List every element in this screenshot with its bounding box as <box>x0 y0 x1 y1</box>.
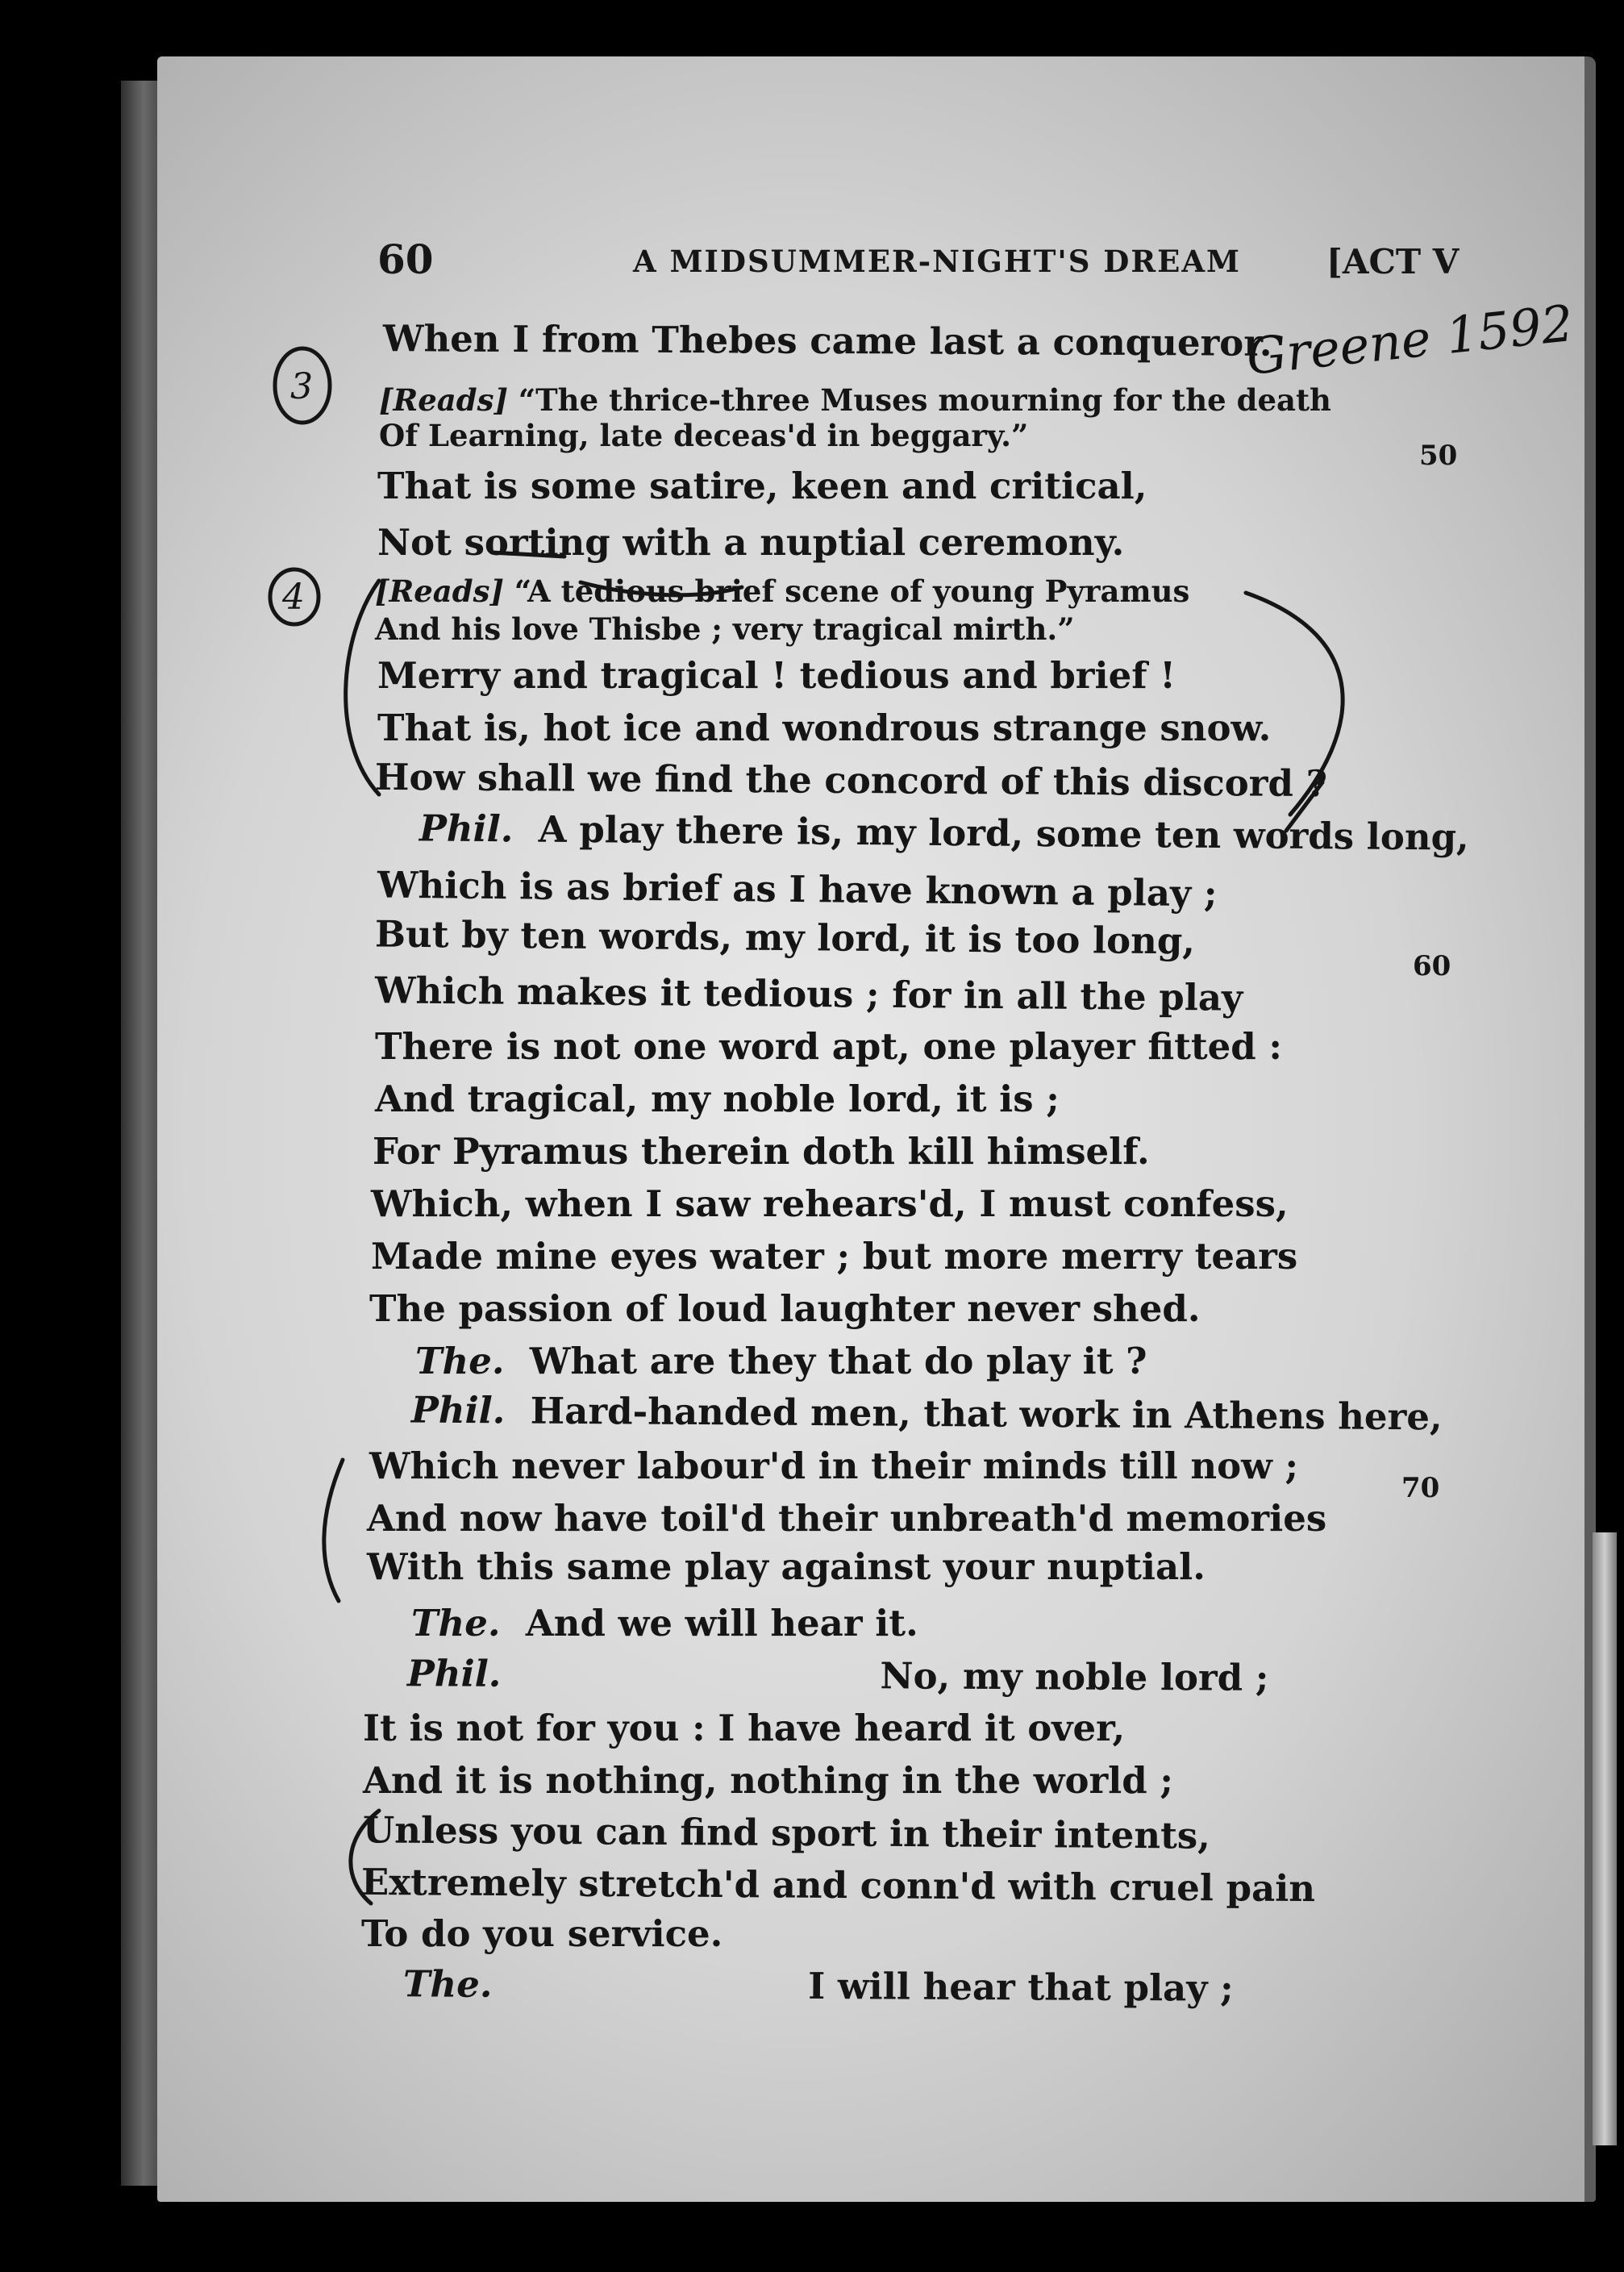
act-label: [ACT V <box>1326 242 1460 281</box>
line-text: Merry and tragical ! tedious and brief ! <box>377 654 1176 697</box>
verse-line <box>371 1182 1289 1225</box>
speaker-label: Phil. <box>410 1388 506 1432</box>
running-title: A MIDSUMMER-NIGHT'S DREAM <box>633 244 1241 279</box>
verse-line <box>375 611 1075 647</box>
line-text: Which, when I saw rehears'd, I must confess, <box>371 1182 1289 1225</box>
verse-line <box>402 1962 1234 2010</box>
line-text: With this same play against your nuptial. <box>367 1545 1206 1588</box>
handwritten-note: Greene 1592 <box>1243 293 1576 387</box>
line-text: “The thrice-three Muses mourning for the death <box>507 382 1331 418</box>
verse-line <box>375 573 1190 609</box>
line-text: When I from Thebes came last a conqueror. <box>382 317 1272 365</box>
circle-3-text: 3 <box>290 366 313 407</box>
verse-line <box>362 1808 1211 1857</box>
speaker-label: [Reads] <box>379 382 508 418</box>
verse-line <box>374 912 1196 963</box>
verse-line <box>418 807 1469 859</box>
line-text: And it is nothing, nothing in the world ; <box>363 1759 1174 1802</box>
verse-line <box>415 1340 1147 1382</box>
speaker-label: Phil. <box>418 807 514 851</box>
line-text: And now have toil'd their unbreath'd memories <box>367 1497 1327 1540</box>
verse-line <box>377 654 1176 697</box>
line-text: It is not for you : I have heard it over, <box>363 1707 1126 1749</box>
verse-line <box>410 1388 1443 1439</box>
line-text: A play there is, my lord, some ten words long, <box>513 807 1469 859</box>
speaker-label: The. <box>415 1340 505 1382</box>
verse-line <box>367 1545 1206 1588</box>
verse-line <box>377 707 1272 749</box>
verse-line <box>369 1287 1201 1330</box>
line-text: What are they that do play it ? <box>504 1340 1147 1382</box>
line-text: Which makes it tedious ; for in all the play <box>374 969 1243 1019</box>
verse-line <box>374 755 1328 806</box>
line-text: No, my noble lord ; <box>501 1652 1269 1699</box>
verse-line <box>377 863 1218 915</box>
line-text: Not sorting with a nuptial ceremony. <box>377 521 1125 564</box>
left-bracket-1 <box>346 581 379 794</box>
line-text: For Pyramus therein doth kill himself. <box>373 1130 1150 1173</box>
verse-line <box>382 317 1272 365</box>
line-text: Which never labour'd in their minds till now ; <box>369 1444 1299 1487</box>
verse-line <box>375 1078 1060 1120</box>
line-number: 70 <box>1401 1472 1440 1504</box>
line-text: And we will hear it. <box>500 1602 918 1645</box>
line-number: 60 <box>1413 950 1451 982</box>
line-text: Extremely stretch'd and conn'd with cruel pain <box>360 1860 1316 1911</box>
verse-line <box>360 1860 1316 1911</box>
left-bracket-2 <box>324 1460 343 1601</box>
speaker-label: Phil. <box>406 1652 502 1695</box>
verse-line <box>373 1130 1150 1173</box>
verse-line <box>375 1025 1283 1068</box>
verse-line <box>377 465 1147 507</box>
verse-line <box>406 1652 1269 1699</box>
verse-line <box>361 1912 723 1955</box>
line-text: That is, hot ice and wondrous strange snow. <box>377 707 1272 749</box>
line-text: “A tedious brief scene of young Pyramus <box>503 573 1190 609</box>
line-text: Unless you can find sport in their intents, <box>362 1808 1211 1857</box>
line-text: To do you service. <box>361 1912 723 1955</box>
verse-line <box>363 1759 1174 1802</box>
speaker-label: The. <box>402 1962 493 2006</box>
page-number: 60 <box>377 236 434 283</box>
verse-line <box>379 382 1331 418</box>
line-text: There is not one word apt, one player fitted : <box>375 1025 1283 1068</box>
line-text: Hard-handed men, that work in Athens here, <box>505 1389 1443 1439</box>
line-text: I will hear that play ; <box>492 1962 1234 2010</box>
line-text: Of Learning, late deceas'd in beggary.” <box>379 418 1029 453</box>
line-text: And his love Thisbe ; very tragical mirth.” <box>375 611 1075 647</box>
line-text: How shall we find the concord of this discord ? <box>374 755 1328 806</box>
line-text: That is some satire, keen and critical, <box>377 465 1147 507</box>
verse-line <box>379 418 1029 453</box>
verse-line <box>377 521 1125 564</box>
line-number: 50 <box>1419 440 1458 472</box>
verse-line <box>363 1707 1126 1749</box>
line-text: Made mine eyes water ; but more merry tears <box>371 1235 1298 1278</box>
line-text: The passion of loud laughter never shed. <box>369 1287 1201 1330</box>
verse-line <box>369 1444 1299 1487</box>
circle-4-text: 4 <box>282 577 305 618</box>
speaker-label: [Reads] <box>375 573 504 609</box>
line-text: And tragical, my noble lord, it is ; <box>375 1078 1060 1120</box>
line-text: Which is as brief as I have known a play ; <box>377 863 1218 915</box>
line-text: But by ten words, my lord, it is too long, <box>374 912 1196 963</box>
speaker-label: The. <box>411 1602 501 1645</box>
verse-line <box>411 1602 918 1645</box>
verse-line <box>367 1497 1327 1540</box>
verse-line <box>371 1235 1298 1278</box>
verse-line <box>374 969 1243 1019</box>
